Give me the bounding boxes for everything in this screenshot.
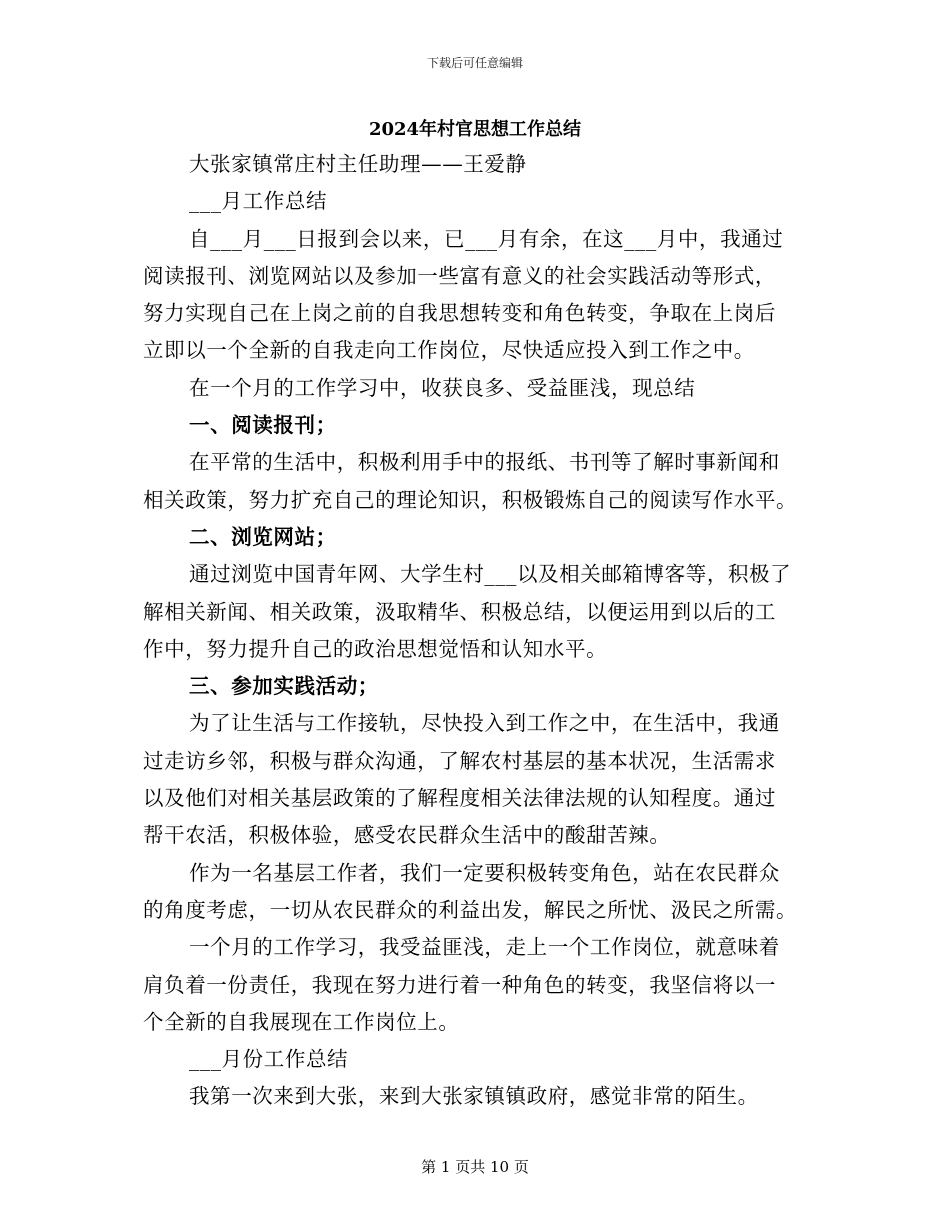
paragraph-line: 我第一次来到大张，来到大张家镇镇政府，感觉非常的陌生。 [189,1084,759,1109]
section-heading: 一、阅读报刊； [189,413,337,438]
page-number: 第 1 页共 10 页 [421,1158,529,1176]
paragraph-line: 在平常的生活中，积极利用手中的报纸、书刊等了解时事新闻和 [189,450,780,475]
section-heading: 二、浏览网站； [189,524,337,549]
paragraph-line: 努力实现自己在上岗之前的自我思想转变和角色转变，争取在上岗后 [143,301,776,326]
document-body [143,146,807,1116]
paragraph-line: 通过浏览中国青年网、大学生村___以及相关邮箱博客等，积极了 [189,562,792,587]
paragraph-line: 在一个月的工作学习中，收获良多、受益匪浅，现总结 [189,375,696,400]
paragraph-line: 自___月___日报到会以来，已___月有余，在这___月中，我通过 [189,226,784,251]
paragraph-line: ___月份工作总结 [189,1047,349,1072]
paragraph-line: 帮干农活，积极体验，感受农民群众生活中的酸甜苦辣。 [143,823,671,848]
section-heading: 三、参加实践活动； [189,674,379,699]
paragraph-line: 以及他们对相关基层政策的了解程度相关法律法规的认知程度。通过 [143,786,776,811]
download-note: 下载后可任意编辑 [426,56,523,70]
document-title: 2024年村官思想工作总结 [368,119,582,140]
paragraph-line: ___月工作总结 [189,189,328,214]
paragraph-line: 阅读报刊、浏览网站以及参加一些富有意义的社会实践活动等形式， [143,263,776,288]
paragraph-line: 过走访乡邻，积极与群众沟通，了解农村基层的基本状况，生活需求 [143,748,776,773]
paragraph-line: 相关政策，努力扩充自己的理论知识，积极锻炼自己的阅读写作水平。 [143,487,798,512]
paragraph-line: 作为一名基层工作者，我们一定要积极转变角色，站在农民群众 [189,860,780,885]
paragraph-line: 为了让生活与工作接轨，尽快投入到工作之中，在生活中，我通 [189,711,780,736]
paragraph-line: 立即以一个全新的自我走向工作岗位，尽快适应投入到工作之中。 [143,338,755,363]
paragraph-line: 肩负着一份责任，我现在努力进行着一种角色的转变，我坚信将以一 [143,972,776,997]
paragraph-line: 大张家镇常庄村主任助理——王爱静 [189,152,527,176]
paragraph-line: 一个月的工作学习，我受益匪浅，走上一个工作岗位，就意味着 [189,935,780,960]
paragraph-line: 解相关新闻、相关政策，汲取精华、积极总结，以便运用到以后的工 [143,599,776,624]
paragraph-line: 作中，努力提升自己的政治思想觉悟和认知水平。 [143,636,608,661]
paragraph-line: 的角度考虑，一切从农民群众的利益出发，解民之所忧、汲民之所需。 [143,897,798,922]
paragraph-line: 个全新的自我展现在工作岗位上。 [143,1009,460,1034]
